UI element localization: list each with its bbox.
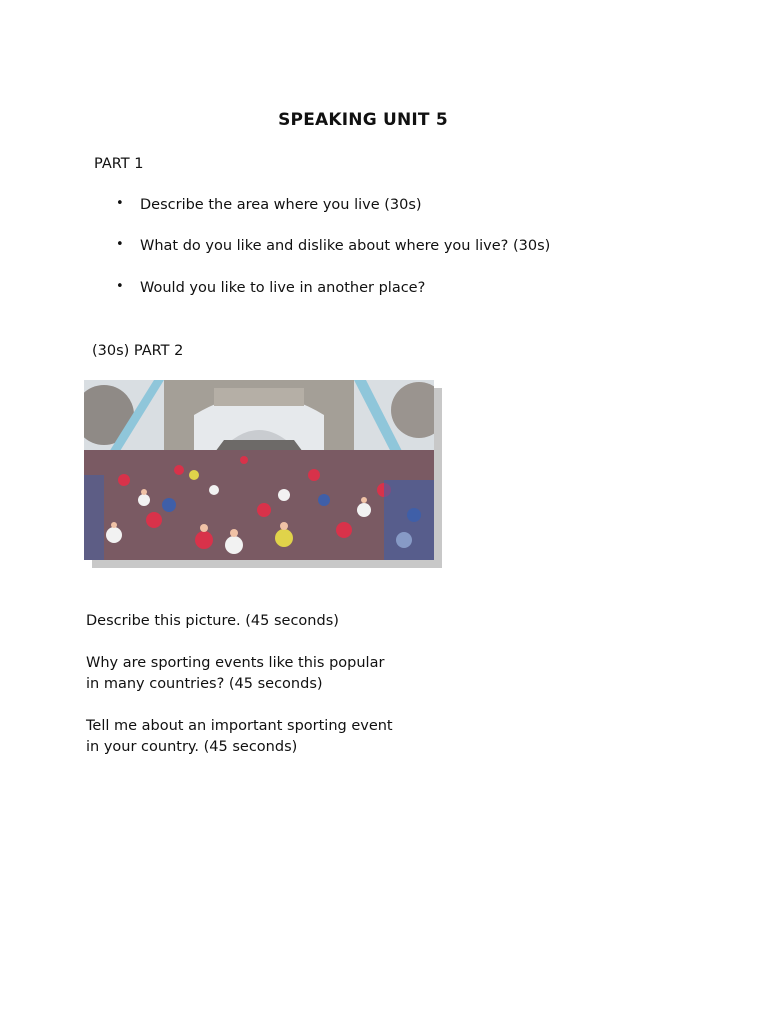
part1-bullet-3: Would you like to live in another place? [140, 280, 426, 296]
bullet-icon: • [116, 237, 124, 252]
question-2-line-2: in many countries? (45 seconds) [86, 676, 323, 692]
marathon-photo [84, 380, 442, 568]
bullet-icon: • [116, 196, 124, 211]
page-title: SPEAKING UNIT 5 [278, 110, 448, 130]
part1-heading: PART 1 [94, 156, 144, 172]
part2-heading: (30s) PART 2 [92, 343, 184, 359]
part1-bullet-1: Describe the area where you live (30s) [140, 197, 422, 213]
bullet-icon: • [116, 279, 124, 294]
part1-bullet-2: What do you like and dislike about where you live? (30s) [140, 238, 551, 254]
photo-frame [84, 380, 434, 560]
question-1-line-1: Describe this picture. (45 seconds) [86, 613, 339, 629]
question-2-line-1: Why are sporting events like this popular [86, 655, 385, 671]
question-3-line-2: in your country. (45 seconds) [86, 739, 298, 755]
question-3-line-1: Tell me about an important sporting event [86, 718, 393, 734]
marathon-illustration [84, 380, 434, 560]
